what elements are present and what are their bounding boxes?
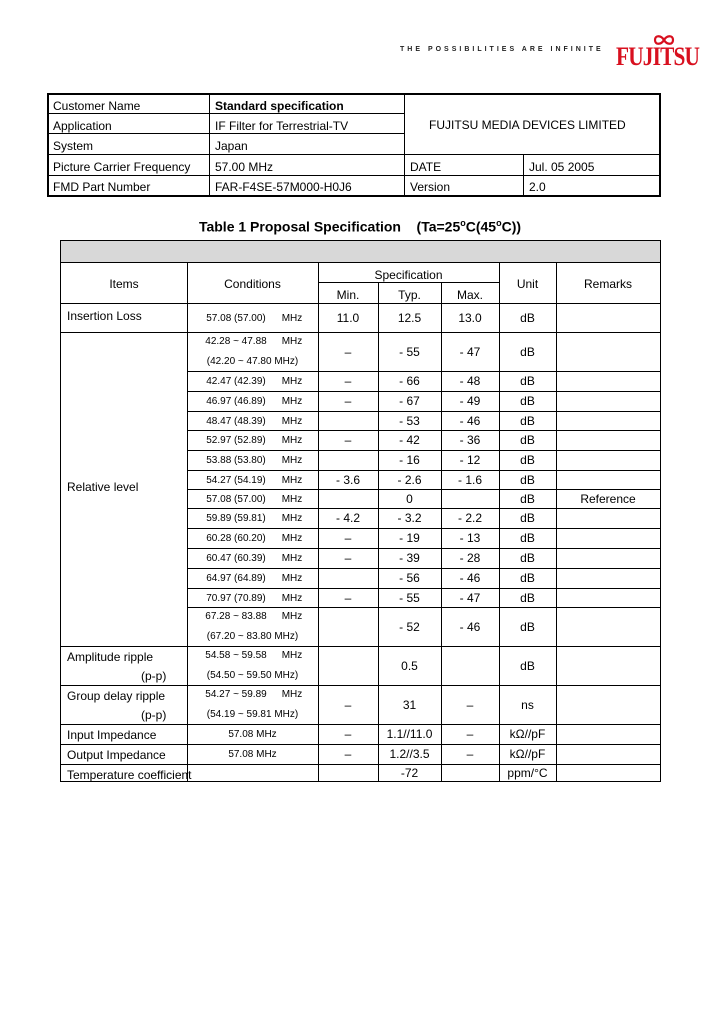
brand-tagline: THE POSSIBILITIES ARE INFINITE (400, 46, 604, 53)
row-typ: 12.5 (397, 311, 422, 325)
row-condition: 57.08 MHz (228, 749, 277, 760)
application-value: IF Filter for Terrestrial-TV (215, 119, 349, 133)
row-typ: - 52 (399, 620, 420, 634)
row-rule (187, 332, 660, 333)
degree-mark-1: o (460, 218, 466, 228)
row-typ: - 66 (399, 374, 420, 388)
row-condition-unit: MHz (281, 513, 303, 524)
row-rule (61, 744, 187, 745)
company-name: FUJITSU MEDIA DEVICES LIMITED (429, 118, 626, 132)
row-unit: ppm/°C (507, 766, 548, 780)
row-condition-unit: MHz (281, 475, 303, 486)
table-title-prefix: Table 1 Proposal Specification (198, 218, 401, 235)
row-typ: 1.1//11.0 (386, 727, 433, 741)
application-label: Application (53, 119, 112, 133)
row-unit: dB (520, 311, 535, 325)
row-condition: 67.28 ~ 83.88 (205, 611, 267, 622)
customer-name-label: Customer Name (53, 99, 141, 113)
date-value: Jul. 05 2005 (529, 160, 595, 174)
row-typ: - 39 (399, 551, 420, 565)
row-condition-unit: MHz (281, 416, 303, 427)
row-condition-secondary: (54.50 ~ 59.50 MHz) (206, 670, 299, 681)
row-rule (61, 646, 187, 647)
row-unit: dB (520, 345, 535, 359)
row-typ: 0 (406, 492, 413, 506)
row-rule (187, 744, 660, 745)
row-max: - 47 (459, 345, 481, 359)
row-rule (61, 764, 187, 765)
row-typ: - 19 (399, 531, 420, 545)
version-label: Version (410, 180, 451, 194)
specification-table (60, 240, 661, 782)
system-label: System (53, 139, 94, 153)
column-rule (378, 282, 379, 781)
col-typ: Typ. (398, 288, 421, 302)
row-condition-secondary: (67.20 ~ 83.80 MHz) (206, 631, 299, 642)
degree-mark-2: o (496, 218, 502, 228)
row-min: 11.0 (336, 311, 360, 325)
group-temperature-coefficient: Temperature coefficient (67, 768, 192, 782)
row-rule (187, 588, 660, 589)
row-rule (61, 685, 187, 686)
part-number-label: FMD Part Number (53, 180, 151, 194)
row-condition: 70.97 (70.89) (206, 593, 266, 604)
row-max: - 49 (459, 394, 481, 408)
row-condition-unit: MHz (281, 396, 303, 407)
row-typ: - 3.2 (397, 511, 422, 525)
customer-name-value: Standard specification (215, 99, 344, 113)
row-condition: 42.47 (42.39) (206, 376, 266, 387)
row-rule (187, 411, 660, 412)
row-rule (187, 568, 660, 569)
fujitsu-logo (616, 34, 710, 74)
row-max: 13.0 (458, 311, 482, 325)
row-unit: dB (520, 414, 535, 428)
row-unit: dB (520, 571, 535, 585)
group-insertion-loss: Insertion Loss (67, 309, 142, 323)
row-max: - 1.6 (457, 473, 482, 487)
column-rule (318, 262, 319, 781)
row-rule (187, 607, 660, 608)
row-unit: kΩ//pF (509, 747, 546, 761)
row-max: - 28 (459, 551, 481, 565)
row-condition-secondary: (54.19 ~ 59.81 MHz) (206, 709, 299, 720)
row-unit: dB (520, 620, 535, 634)
group-group-delay-ripple: Group delay ripple (67, 689, 166, 703)
table-title (0, 218, 720, 235)
group-amplitude-ripple: Amplitude ripple (67, 650, 154, 664)
table-title-cond-close: C)) (501, 218, 522, 235)
row-max: - 36 (459, 433, 481, 447)
row-min: – (344, 591, 352, 605)
row-condition: 54.27 ~ 59.89 (205, 689, 267, 700)
row-rule (187, 391, 660, 392)
row-unit: dB (520, 659, 535, 673)
row-min: – (344, 551, 352, 565)
row-max: - 13 (459, 531, 481, 545)
row-typ: - 53 (399, 414, 420, 428)
row-condition: 57.08 (57.00) (206, 494, 266, 505)
col-max: Max. (456, 288, 483, 302)
group-input-impedance: Input Impedance (67, 728, 157, 742)
row-rule (187, 508, 660, 509)
row-typ: - 42 (399, 433, 420, 447)
row-min: – (344, 433, 352, 447)
row-condition: 46.97 (46.89) (206, 396, 266, 407)
row-rule (187, 764, 660, 765)
row-rule (187, 489, 660, 490)
row-condition: 60.28 (60.20) (206, 533, 266, 544)
row-condition-unit: MHz (281, 533, 303, 544)
col-unit: Unit (516, 277, 539, 291)
system-value: Japan (215, 139, 248, 153)
row-typ: - 55 (399, 345, 420, 359)
group-group-delay-ripple-sub: (p-p) (141, 708, 167, 722)
row-condition-unit: MHz (281, 573, 303, 584)
group-output-impedance: Output Impedance (67, 748, 166, 762)
row-max: – (466, 727, 474, 741)
row-condition: 54.58 ~ 59.58 (205, 650, 267, 661)
version-value: 2.0 (529, 180, 546, 194)
col-conditions: Conditions (224, 277, 281, 291)
row-condition-unit: MHz (281, 650, 303, 661)
row-typ: 31 (402, 698, 417, 712)
row-max: - 2.2 (457, 511, 482, 525)
col-specification: Specification (374, 268, 443, 282)
row-min: – (344, 698, 352, 712)
carrier-frequency-label: Picture Carrier Frequency (53, 160, 191, 174)
row-max: - 46 (459, 414, 481, 428)
row-remark: Reference (580, 492, 636, 506)
row-typ: - 2.6 (397, 473, 422, 487)
row-rule (61, 332, 187, 333)
row-rule (187, 685, 660, 686)
row-unit: dB (520, 433, 535, 447)
row-rule (187, 371, 660, 372)
row-rule (187, 646, 660, 647)
table-header-band (61, 241, 660, 263)
group-amplitude-ripple-sub: (p-p) (141, 669, 167, 683)
row-condition: 64.97 (64.89) (206, 573, 266, 584)
row-condition-unit: MHz (281, 593, 303, 604)
row-max: - 46 (459, 620, 481, 634)
row-rule (318, 282, 499, 283)
col-min: Min. (336, 288, 360, 302)
column-rule (499, 262, 500, 781)
row-rule (61, 303, 660, 304)
row-condition-secondary: (42.20 ~ 47.80 MHz) (206, 356, 299, 367)
row-condition-unit: MHz (281, 553, 303, 564)
row-unit: dB (520, 531, 535, 545)
row-rule (187, 470, 660, 471)
row-typ: 0.5 (401, 659, 418, 673)
row-condition-unit: MHz (281, 313, 303, 324)
row-unit: dB (520, 374, 535, 388)
row-unit: dB (520, 453, 535, 467)
row-condition: 57.08 (57.00) (206, 313, 266, 324)
row-condition-unit: MHz (281, 435, 303, 446)
row-rule (187, 430, 660, 431)
row-unit: dB (520, 551, 535, 565)
row-condition: 54.27 (54.19) (206, 475, 266, 486)
col-items: Items (109, 277, 139, 291)
row-rule (187, 450, 660, 451)
row-unit: dB (520, 511, 535, 525)
row-rule (187, 528, 660, 529)
row-condition: 52.97 (52.89) (206, 435, 266, 446)
row-typ: 1.2//3.5 (389, 747, 430, 761)
row-condition: 48.47 (48.39) (206, 416, 266, 427)
row-condition-unit: MHz (281, 689, 303, 700)
row-max: – (466, 747, 474, 761)
row-max: - 46 (459, 571, 481, 585)
row-condition-unit: MHz (281, 336, 303, 347)
row-min: – (344, 374, 352, 388)
row-rule (61, 724, 187, 725)
row-condition-unit: MHz (281, 494, 303, 505)
row-typ: - 16 (399, 453, 420, 467)
carrier-frequency-value: 57.00 MHz (215, 160, 274, 174)
row-min: - 3.6 (335, 473, 360, 487)
row-max: - 12 (459, 453, 481, 467)
part-number-value: FAR-F4SE-57M000-H0J6 (215, 180, 352, 194)
row-unit: dB (520, 591, 535, 605)
row-max: - 47 (459, 591, 481, 605)
row-rule (187, 724, 660, 725)
row-condition-unit: MHz (281, 611, 303, 622)
header-info-table (47, 93, 661, 197)
row-min: - 4.2 (335, 511, 360, 525)
row-condition-unit: MHz (281, 376, 303, 387)
date-label: DATE (410, 160, 442, 174)
row-condition: 60.47 (60.39) (206, 553, 266, 564)
row-unit: kΩ//pF (509, 727, 546, 741)
row-condition: 59.89 (59.81) (206, 513, 266, 524)
row-max: - 48 (459, 374, 481, 388)
row-rule (187, 548, 660, 549)
column-rule (187, 262, 188, 781)
row-min: – (344, 394, 352, 408)
row-condition-unit: MHz (281, 455, 303, 466)
column-rule (556, 262, 557, 781)
row-typ: - 67 (399, 394, 420, 408)
table-title-cond-open: (Ta=25 (416, 218, 461, 235)
row-unit: dB (520, 492, 535, 506)
row-typ: - 56 (399, 571, 420, 585)
row-condition: 42.28 ~ 47.88 (205, 336, 267, 347)
group-relative-level: Relative level (67, 480, 139, 494)
row-min: – (344, 531, 352, 545)
row-condition: 57.08 MHz (228, 729, 277, 740)
row-min: – (344, 727, 352, 741)
row-min: – (344, 747, 352, 761)
row-typ: - 55 (399, 591, 420, 605)
row-unit: dB (520, 473, 535, 487)
logo-text: FUJITSU (616, 42, 700, 71)
row-typ: -72 (400, 766, 419, 780)
table-title-cond-mid: C(45 (465, 218, 497, 235)
row-max: – (466, 698, 474, 712)
row-unit: ns (521, 698, 534, 712)
column-rule (441, 282, 442, 781)
row-min: – (344, 345, 352, 359)
row-condition: 53.88 (53.80) (206, 455, 266, 466)
col-remarks: Remarks (583, 277, 632, 291)
row-unit: dB (520, 394, 535, 408)
